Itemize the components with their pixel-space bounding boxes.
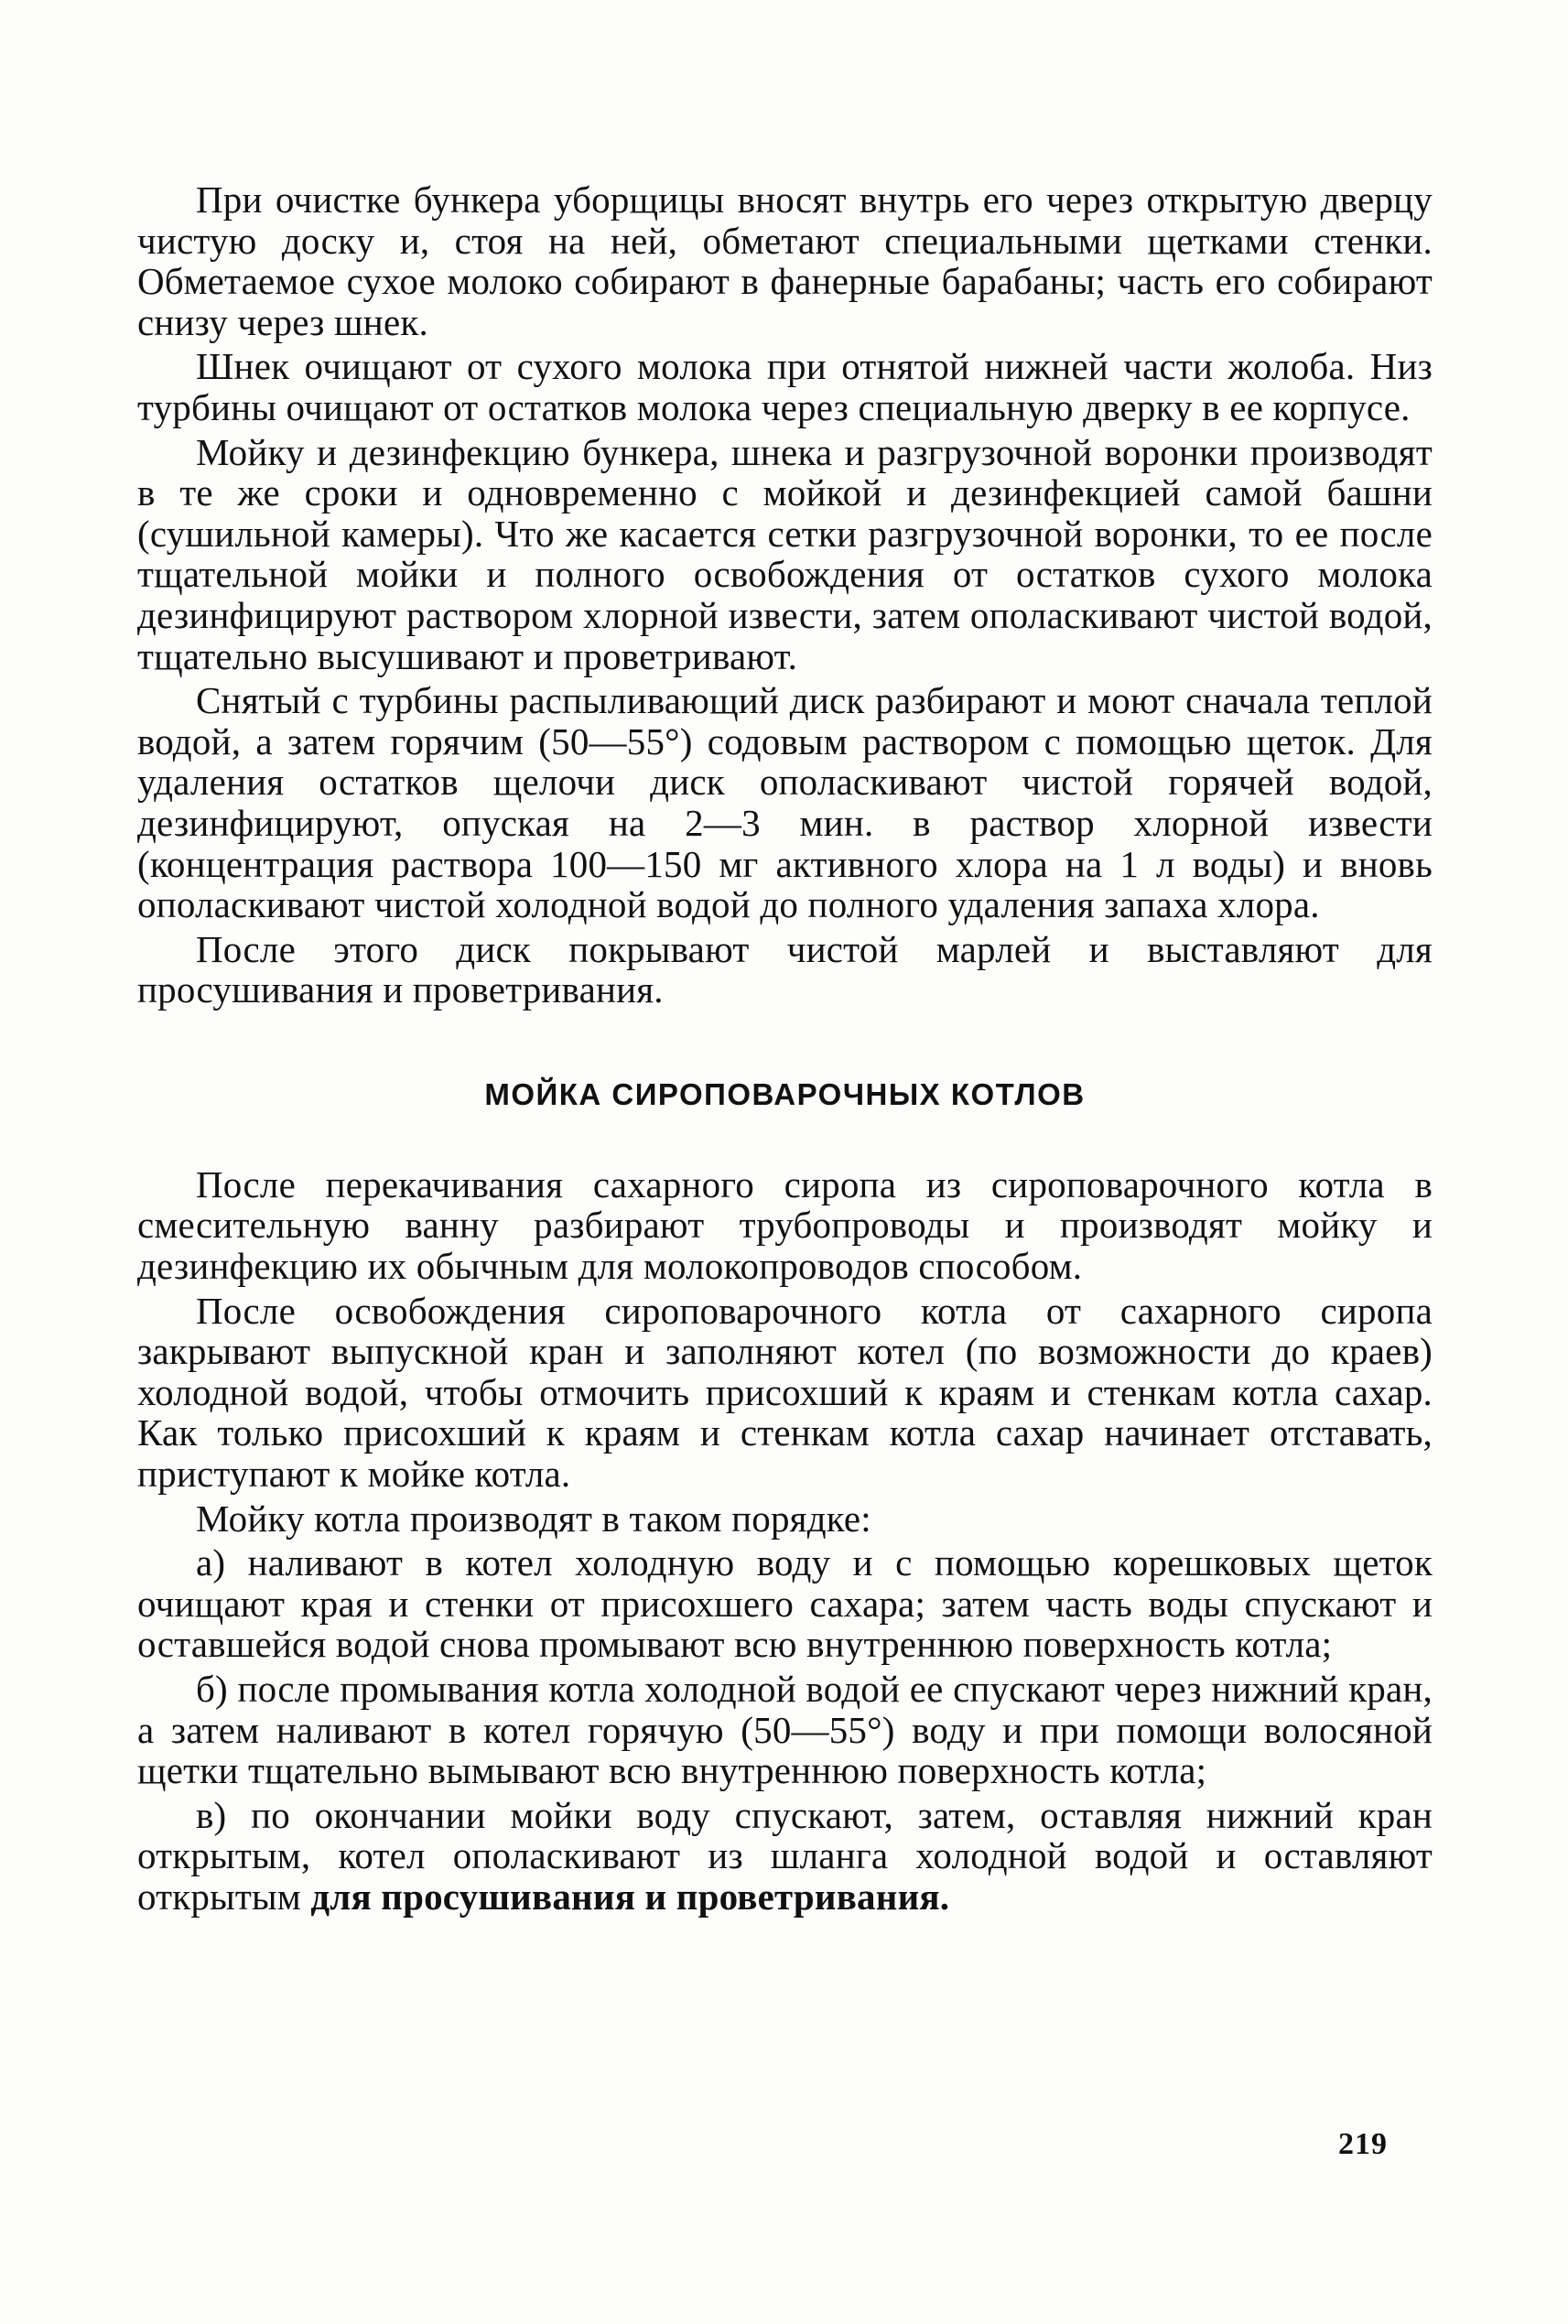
list-item-step-c xyxy=(137,1795,1433,1918)
paragraph-auger-cleaning: Шнек очищают от сухого молока при отнятой нижней части жолоба. Низ турбины очищают от остатков молока через специальную дверку в ее корпусе. xyxy=(137,345,1433,428)
step-c-text: в) по окончании мойки воду спускают, затем, оставляя нижний кран открытым, котел ополаскивают из шланга холодной водой и оставляют открытым xyxy=(137,1793,1433,1918)
text-column xyxy=(137,179,1433,1921)
paragraph-disk-washing: Снятый с турбины распыливающий диск разбирают и моют сначала теплой водой, а затем горячим (50—55°) содовым раствором с помощью щеток. Для удаления остатков щелочи диск ополаскивают чистой горячей водой, дезинфицируют, опуская на 2—3 мин. в раствор хлорной извести (концентрация раствора 100—150 мг активного хлора на 1 л воды) и вновь ополаскивают чистой холодной водой до полного удаления запаха хлора. xyxy=(137,679,1433,926)
paragraph-washing-order: Мойку котла производят в таком порядке: xyxy=(196,1497,871,1540)
list-item-step-a: а) наливают в котел холодную воду и с помощью корешковых щеток очищают края и стенки от присохшего сахара; затем часть воды спускают и оставшейся водой снова промывают всю внутреннюю поверхность котла; xyxy=(137,1541,1433,1666)
paragraph-bunker-cleaning: При очистке бункера уборщицы вносят внутрь его через открытую дверцу чистую доску и, стоя на ней, обметают специальными щетками стенки. Обметаемое сухое молоко собирают в фанерные барабаны; часть его собирают снизу через шнек. xyxy=(137,178,1433,343)
paragraph-kettle-soaking: После освобождения сироповарочного котла от сахарного сиропа закрывают выпускной кран и заполняют котел (по возможности до краев) холодной водой, чтобы отмочить присохший к краям и стенкам котла сахар. Как только присохший к краям и стенкам котла сахар начинает отставать, приступают к мойке котла. xyxy=(137,1289,1433,1496)
paragraph-pipeline-washing: После перекачивания сахарного сиропа из сироповарочного котла в смесительную ванну разбирают трубопроводы и производят мойку и дезинфекцию их обычным для молокопроводов способом. xyxy=(137,1162,1433,1288)
list-item-step-b: б) после промывания котла холодной водой ее спускают через нижний кран, а затем наливают в котел горячую (50—55°) воду и при помощи волосяной щетки тщательно вымывают всю внутреннюю поверхность котла; xyxy=(137,1668,1433,1792)
page-number: 219 xyxy=(1338,2127,1388,2161)
paragraph-disk-drying: После этого диск покрывают чистой марлей и выставляют для просушивания и проветривания. xyxy=(137,927,1433,1011)
section-heading: МОЙКА СИРОПОВАРОЧНЫХ КОТЛОВ xyxy=(484,1076,1086,1111)
paragraph-disinfection: Мойку и дезинфекцию бункера, шнека и разгрузочной воронки производят в те же сроки и одновременно с мойкой и дезинфекцией самой башни (сушильной камеры). Что же касается сетки разгрузочной воронки, то ее после тщательной мойки и полного освобождения от остатков сухого молока дезинфицируют раствором хлорной извести, затем ополаскивают чистой водой, тщательно высушивают и проветривают. xyxy=(137,430,1433,677)
step-c-bold-text: для просушивания и проветривания. xyxy=(310,1875,950,1918)
